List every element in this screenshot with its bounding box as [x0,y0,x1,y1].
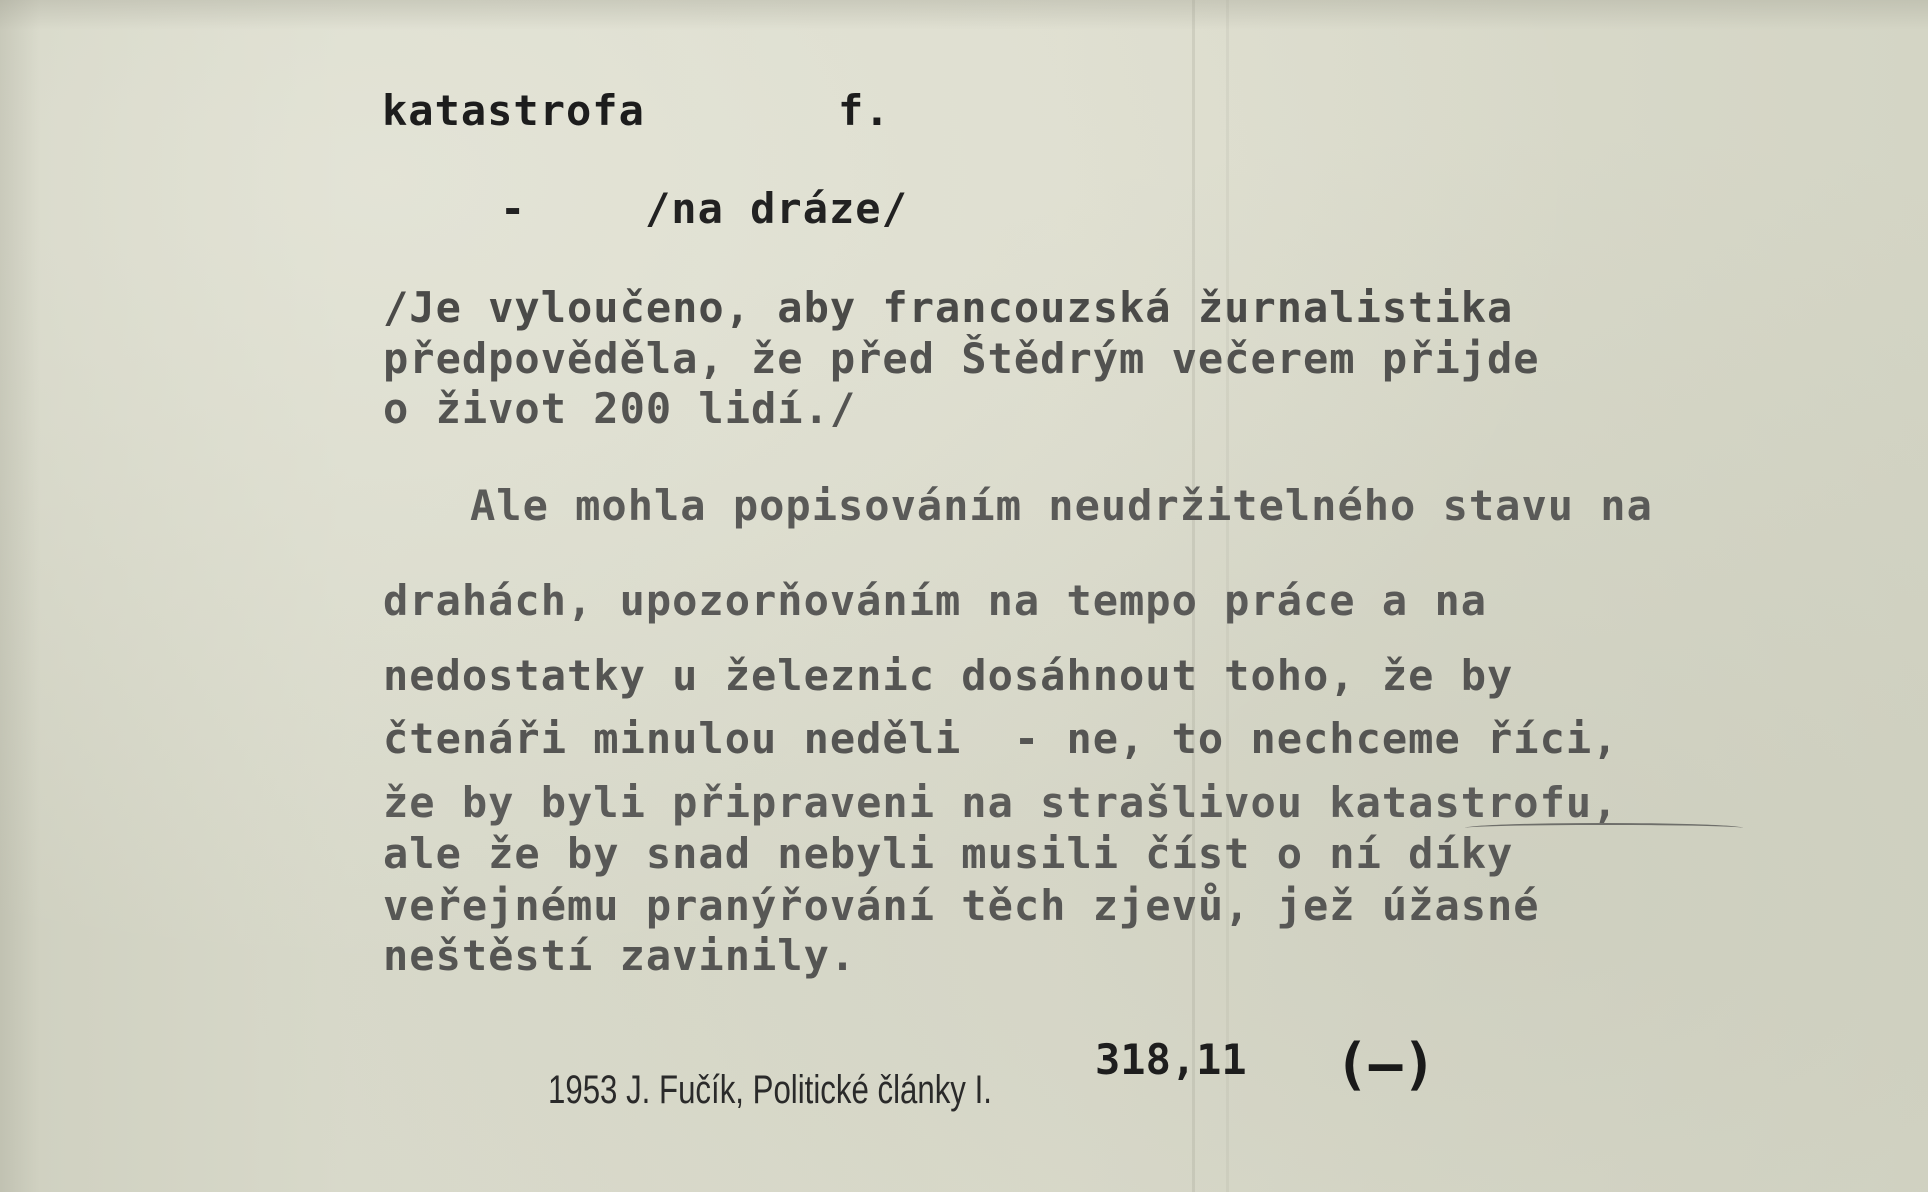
gender-label: f. [838,86,891,135]
paragraph-line: Ale mohla popisováním neudržitelného stavu na [470,481,1653,530]
page-reference: 318,11 [1095,1035,1247,1084]
paragraph-line: že by byli připraveni na strašlivou katastrofu, [383,778,1619,827]
source-citation: 1953 J. Fučík, Politické články I. [548,1068,992,1112]
paper-edge-shadow [0,0,1928,30]
paragraph-line: veřejnému pranýřování těch zjevů, jež úžasné [383,881,1540,930]
paragraph-line: neštěstí zavinily. [383,931,857,980]
paper-edge-shadow-left [0,0,40,1192]
paragraph-line: ale že by snad nebyli musili číst o ní díky [383,829,1514,878]
dash-mark: - [500,184,527,233]
quote-line: předpověděla, že před Štědrým večerem přijde [383,334,1540,383]
quote-line: o život 200 lidí./ [383,384,857,433]
quote-line: /Je vyloučeno, aby francouzská žurnalistika [383,283,1514,332]
paragraph-line: čtenáři minulou neděli - ne, to nechceme říci, [383,714,1619,763]
context-label: /na dráze/ [645,184,908,233]
paragraph-line: drahách, upozorňováním na tempo práce a na [383,576,1488,625]
keyword-underline [1465,823,1743,833]
usage-mark: (—) [1335,1032,1437,1097]
paragraph-line: nedostatky u železnic dosáhnout toho, že by [383,651,1514,700]
headword: katastrofa [382,86,645,135]
